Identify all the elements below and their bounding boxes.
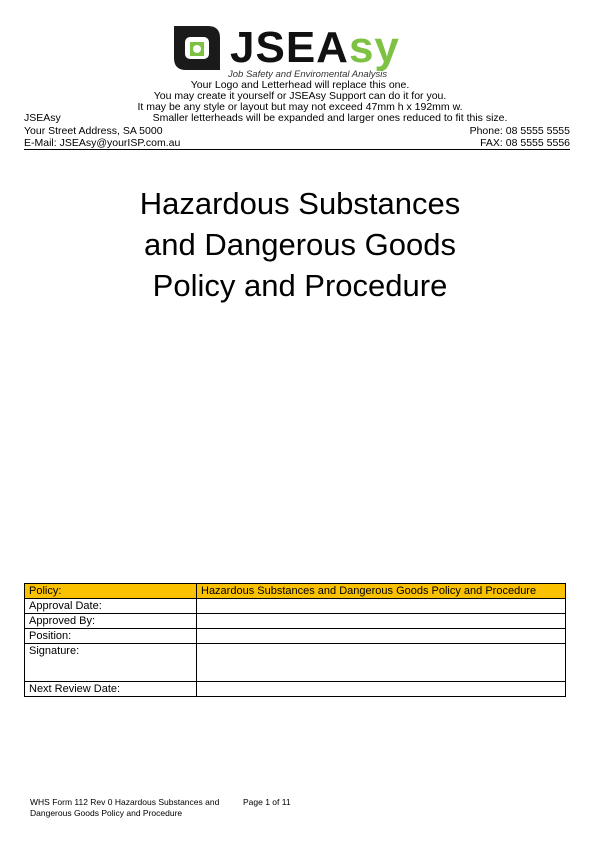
logo-mark-icon <box>168 22 224 74</box>
table-row-next-review-date <box>25 682 566 697</box>
row-value: Hazardous Substances and Dangerous Goods Policy and Procedure <box>197 584 566 599</box>
company-email: E-Mail: JSEAsy@yourISP.com.au <box>24 137 181 149</box>
table-row-approval-date <box>25 599 566 614</box>
row-label: Approval Date: <box>25 599 197 614</box>
row-value <box>197 644 566 682</box>
table-row-approved-by <box>25 614 566 629</box>
footer-line: WHS Form 112 Rev 0 Hazardous Substances and <box>30 797 220 807</box>
row-label: Position: <box>25 629 197 644</box>
note-line: Smaller letterheads will be expanded and larger ones reduced to fit this size. <box>152 112 508 124</box>
row-label: Approved By: <box>25 614 197 629</box>
note-line: It may be any style or layout but may not exceed 47mm h x 192mm w. <box>137 101 463 113</box>
logo-text-dark: JSEA <box>230 23 349 72</box>
table-row-policy <box>25 584 566 599</box>
logo-wordmark <box>230 24 400 72</box>
note-line: You may create it yourself or JSEAsy Support can do it for you. <box>153 90 447 102</box>
row-value <box>197 682 566 697</box>
footer-form-reference <box>30 797 219 819</box>
footer-line: Dangerous Goods Policy and Procedure <box>30 808 183 818</box>
logo-text-green: sy <box>348 23 400 72</box>
title-line: Policy and Procedure <box>152 268 448 303</box>
row-value <box>197 614 566 629</box>
page-number: Page 1 of 11 <box>243 797 291 807</box>
letterhead-contact-right <box>470 112 570 150</box>
logo-tagline: Job Safety and Enviromental Analysis <box>228 69 388 80</box>
row-label: Signature: <box>25 644 197 682</box>
document-title <box>0 183 600 306</box>
note-line: Your Logo and Letterhead will replace this one. <box>190 79 410 91</box>
title-line: and Dangerous Goods <box>144 227 456 262</box>
title-line: Hazardous Substances <box>139 186 461 221</box>
letterhead-contact-left <box>24 112 180 150</box>
row-label: Next Review Date: <box>25 682 197 697</box>
table-row-signature <box>25 644 566 682</box>
company-logo <box>168 20 428 80</box>
letterhead-divider <box>24 149 570 150</box>
policy-approval-table <box>24 583 566 697</box>
company-address: Your Street Address, SA 5000 <box>24 124 163 137</box>
company-fax: FAX: 08 5555 5556 <box>480 137 570 149</box>
row-label: Policy: <box>25 584 197 599</box>
company-name: JSEAsy <box>24 112 61 124</box>
row-value <box>197 629 566 644</box>
row-value <box>197 599 566 614</box>
company-phone: Phone: 08 5555 5555 <box>469 124 570 137</box>
table-row-position <box>25 629 566 644</box>
